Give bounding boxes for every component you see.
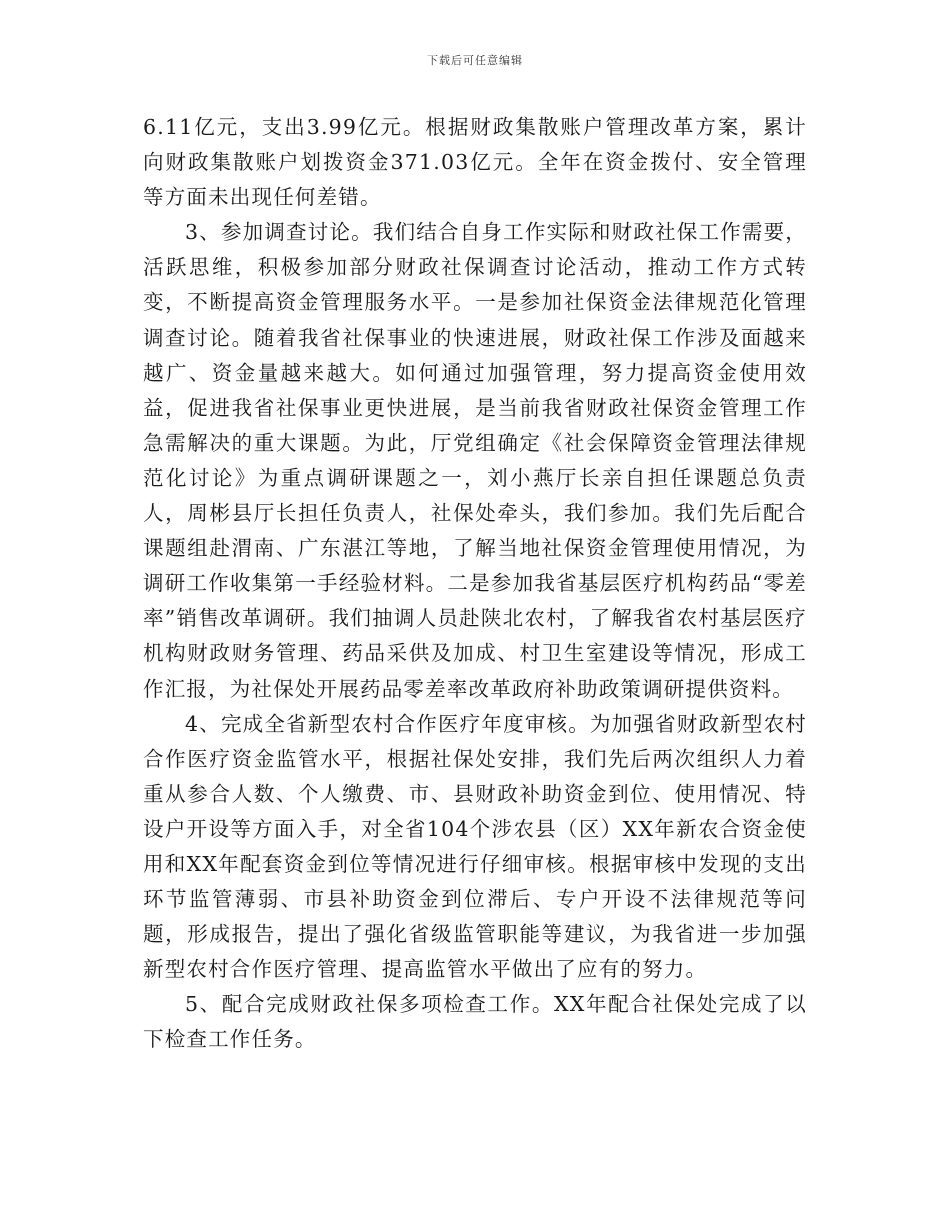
paragraph-item-5: 5、配合完成财政社保多项检查工作。XX年配合社保处完成了以下检查工作任务。: [143, 992, 807, 1052]
paragraph-item-4: 4、完成全省新型农村合作医疗年度审核。为加强省财政新型农村合作医疗资金监管水平，根据社保处安排，我们先后两次组织人力着重从参合人数、个人缴费、市、县财政补助资金到位、使用情况、特设户开设等方面入手，对全省104个涉农县（区）XX年新农合资金使用和XX年配套资金到位等情况进行仔细审核。根据审核中发现的支出环节监管薄弱、市县补助资金到位滞后、专户开设不法律规范等问题，形成报告，提出了强化省级监管职能等建议，为我省进一步加强新型农村合作医疗管理、提高监管水平做出了应有的努力。: [143, 711, 807, 982]
paragraph-continuation: 6.11亿元，支出3.99亿元。根据财政集散账户管理改革方案，累计向财政集散账户划拨资金371.03亿元。全年在资金拨付、安全管理等方面未出现任何差错。: [143, 115, 807, 210]
document-body: [143, 110, 807, 1058]
page-header: 下载后可任意编辑: [427, 54, 523, 67]
paragraph-item-3: 3、参加调查讨论。我们结合自身工作实际和财政社保工作需要，活跃思维，积极参加部分财政社保调查讨论活动，推动工作方式转变，不断提高资金管理服务水平。一是参加社保资金法律规范化管理调查讨论。随着我省社保事业的快速进展，财政社保工作涉及面越来越广、资金量越来越大。如何通过加强管理，努力提高资金使用效益，促进我省社保事业更快进展，是当前我省财政社保资金管理工作急需解决的重大课题。为此，厅党组确定《社会保障资金管理法律规范化讨论》为重点调研课题之一，刘小燕厅长亲自担任课题总负责人，周彬县厅长担任负责人，社保处牵头，我们参加。我们先后配合课题组赴渭南、广东湛江等地，了解当地社保资金管理使用情况，为调研工作收集第一手经验材料。二是参加我省基层医疗机构药品“零差率”销售改革调研。我们抽调人员赴陕北农村，了解我省农村基层医疗机构财政财务管理、药品采供及加成、村卫生室建设等情况，形成工作汇报，为社保处开展药品零差率改革政府补助政策调研提供资料。: [143, 220, 807, 701]
